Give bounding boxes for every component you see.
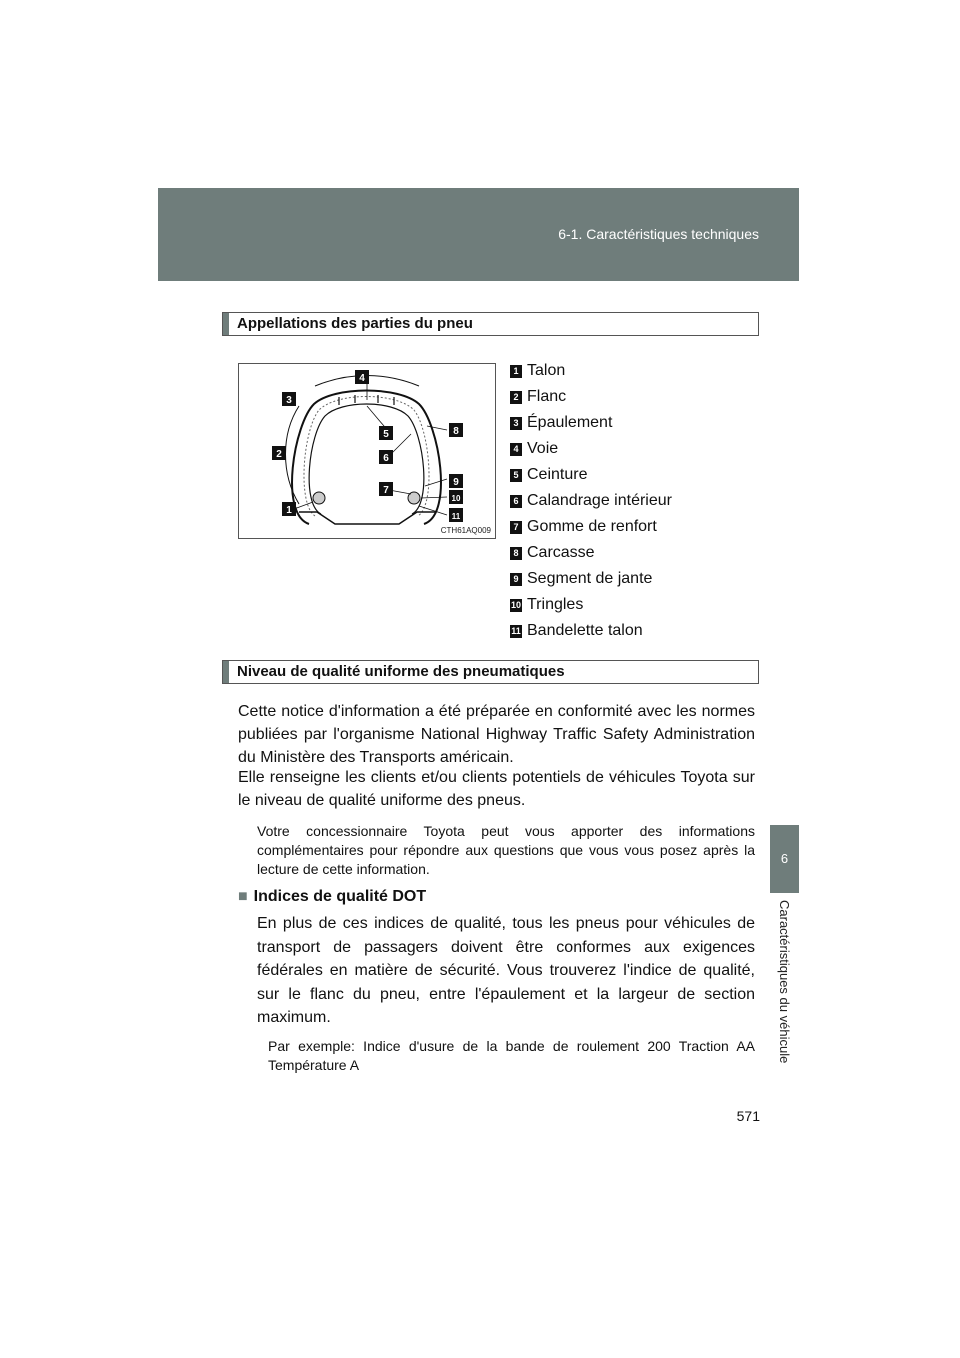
part-label: Calandrage intérieur — [527, 492, 672, 509]
item-number-badge: 5 — [510, 469, 522, 482]
callout-11: 11 — [451, 512, 461, 521]
list-item — [510, 488, 672, 514]
chapter-title: 6-1. Caractéristiques techniques — [558, 226, 759, 242]
callout-1: 1 — [286, 505, 292, 516]
item-number-badge: 1 — [510, 365, 522, 378]
part-label: Carcasse — [527, 544, 595, 561]
part-label: Talon — [527, 362, 566, 379]
part-label: Segment de jante — [527, 570, 653, 587]
item-number-badge: 11 — [511, 625, 521, 636]
page-number: 571 — [736, 1108, 760, 1124]
tire-cross-section-illustration — [239, 364, 495, 538]
part-label: Ceinture — [527, 466, 588, 483]
item-number-badge: 3 — [510, 417, 522, 430]
part-label: Voie — [527, 440, 559, 457]
dealer-note: Votre concessionnaire Toyota peut vous apporter des informations complémentaires pour répondre aux questions que vous vous posez après la lecture de cette information. — [257, 823, 755, 877]
list-item — [510, 592, 672, 618]
example-note: Par exemple: Indice d'usure de la bande de roulement 200 Traction AA Température A — [268, 1038, 755, 1073]
item-number-badge: 4 — [510, 443, 522, 456]
part-label: Bandelette talon — [527, 622, 643, 639]
callout-6: 6 — [383, 453, 389, 464]
callout-8: 8 — [453, 426, 459, 437]
list-item — [510, 540, 672, 566]
tire-parts-list — [510, 358, 672, 644]
dot-paragraph: En plus de ces indices de qualité, tous les pneus pour véhicules de transport de passagers doivent être conformes aux exigences fédérales en matière de sécurité. Vous trouverez l'indice de qualité, sur le flanc du pneu, entre l'épaulement et la largeur de section maximum. — [257, 915, 755, 1026]
subsection-title: Indices de qualité DOT — [253, 888, 427, 905]
item-number-badge: 7 — [510, 521, 522, 534]
section-title-quality-grading: Niveau de qualité uniforme des pneumatiques — [222, 660, 759, 684]
intro-paragraph-2: Elle renseigne les clients et/ou clients potentiels de véhicules Toyota sur le niveau de qualité uniforme des pneus. — [238, 769, 755, 809]
part-label: Épaulement — [527, 414, 613, 431]
list-item — [510, 514, 672, 540]
item-number-badge: 6 — [510, 495, 522, 508]
part-label: Gomme de renfort — [527, 518, 657, 535]
list-item — [510, 410, 672, 436]
part-label: Flanc — [527, 388, 567, 405]
list-item — [510, 618, 672, 644]
item-number-badge: 2 — [510, 391, 522, 404]
callout-10: 10 — [451, 494, 461, 503]
list-item — [510, 462, 672, 488]
list-item — [510, 358, 672, 384]
callout-5: 5 — [383, 429, 389, 440]
part-label: Tringles — [527, 596, 584, 613]
callout-9: 9 — [453, 477, 459, 488]
callout-4: 4 — [359, 373, 365, 384]
item-number-badge: 8 — [510, 547, 522, 560]
chapter-header-band — [158, 188, 799, 281]
item-number-badge: 10 — [510, 599, 521, 610]
item-number-badge: 9 — [510, 573, 522, 586]
section-title-tire-parts: Appellations des parties du pneu — [222, 312, 759, 336]
tire-diagram — [238, 363, 496, 539]
figure-code: CTH61AQ009 — [440, 526, 491, 535]
list-item — [510, 566, 672, 592]
chapter-tab-number: 6 — [770, 825, 799, 893]
list-item — [510, 436, 672, 462]
callout-7: 7 — [383, 485, 389, 496]
callout-3: 3 — [286, 395, 292, 406]
callout-2: 2 — [276, 449, 282, 460]
square-bullet-icon: ■ — [238, 888, 248, 905]
chapter-side-label: Caractéristiques du véhicule — [777, 900, 792, 1064]
list-item — [510, 384, 672, 410]
subsection-heading — [238, 888, 426, 906]
intro-paragraph: Cette notice d'information a été préparée en conformité avec les normes publiées par l'organisme National Highway Traffic Safety Administration du Ministère des Transports américain. — [238, 703, 755, 766]
